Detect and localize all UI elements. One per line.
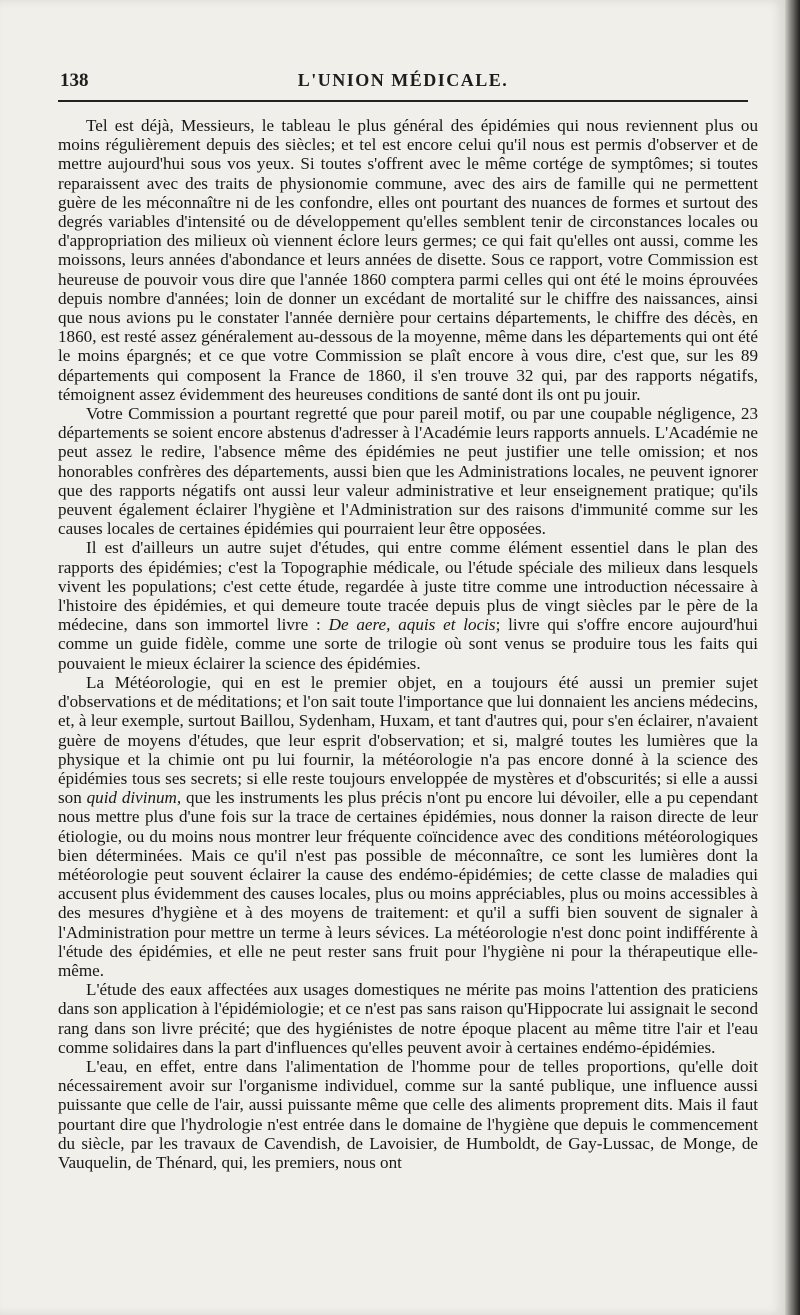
paragraph-missing-reports: Votre Commission a pourtant regretté que pour pareil motif, ou par une coupable négligence, 23 départements se soient encore abstenus d'adresser à l'Académie leurs rapports annuels. L'Académie ne peut assez le redire, l'absence même des épidémies ne peut justifier une telle omission; et nos honorables confrères des départements, aussi bien que les Administrations locales, ne peuvent ignorer que des rapports négatifs ont aussi leur valeur administrative et leur enseignement pratique; qu'ils peuvent également éclairer l'hygiène et l'Administration sur des raisons d'immunité comme sur les causes locales de certaines épidémies qui pourraient leur être opposées. (58, 404, 758, 539)
page-edge-shadow (785, 0, 800, 1315)
paragraph-epidemics-overview: Tel est déjà, Messieurs, le tableau le plus général des épidémies qui nous reviennent plus ou moins régulièrement depuis des siècles; et tel est encore celui qu'il nous est permis d'observer et de mettre aujourd'hui sous vos yeux. Si toutes s'offrent avec le même cortége de symptômes; si toutes reparaissent avec des traits de physionomie commune, avec des airs de famille qui ne permettent guère de les méconnaître ni de les confondre, elles ont pourtant des nuances de formes et surtout des degrés variables d'intensité ou de développement qu'elles semblent tenir de circonstances locales ou d'appropriation des milieux où viennent éclore leurs germes; ce qui fait qu'elles ont aussi, comme les moissons, leurs années d'abondance et leurs années de disette. Sous ce rapport, votre Commission est heureuse de pouvoir vous dire que l'année 1860 comptera parmi celles qui ont été le moins éprouvées depuis nombre d'années; loin de donner un excédant de mortalité sur le chiffre des naissances, ainsi que nous avions pu le constater l'année dernière pour certains départements, le chiffre des décès, en 1860, est resté assez généralement au-dessous de la moyenne, même dans les départements qui ont été le moins épargnés; et ce que votre Commission se plaît encore à vous dire, c'est que, sur les 89 départements qui composent la France de 1860, il s'en trouve 32 qui, par des rapports négatifs, témoignent assez évidemment des heureuses conditions de santé dont ils ont pu jouir. (58, 116, 758, 404)
paragraph-hydrology: L'eau, en effet, entre dans l'alimentation de l'homme pour de telles proportions, qu'elle doit nécessairement avoir sur l'organisme individuel, comme sur la santé publique, une influence aussi puissante que celle de l'air, aussi puissante même que celle des aliments proprement dits. Mais il faut pourtant dire que l'hydrologie n'est entrée dans le domaine de l'hygiène que depuis le commencement du siècle, par les travaux de Cavendish, de Lavoisier, de Humboldt, de Gay-Lussac, de Monge, de Vauquelin, de Thénard, qui, les premiers, nous ont (58, 1056, 758, 1172)
article-body (58, 116, 758, 1172)
paragraph-text-segment: Il est d'ailleurs un autre sujet d'études, qui entre comme élément essentiel dans le plan des rapports des épidémies; c'est la Topographie médicale, ou l'étude spéciale des milieux dans lesquels vivent les populations; c'est cette étude, regardée à juste titre comme une introduction nécessaire à l'histoire des épidémies, et qui demeure toute tracée depuis plus de vingt siècles par le père de la médecine, dans son immortel livre : (58, 538, 758, 635)
header-rule (58, 100, 748, 102)
latin-phrase: quid divinum (86, 788, 177, 808)
paragraph-text-segment: , que les instruments les plus précis n'ont pu encore lui dévoiler, elle a pu cependant nous mettre plus d'une fois sur la trace de certaines épidémies, nous donner la raison directe de leur étiologie, ou du moins nous montrer leur fréquente coïncidence avec des conditions météorologiques bien déterminées. Mais ce qu'il n'est pas possible de méconnaître, ce sont les lumières dont la météorologie peut souvent éclairer la cause des endémo-épidémies; de cette classe de maladies qui accusent plus évidemment des causes locales, plus ou moins appréciables, plus ou moins accessibles à des mesures d'hygiène et à des moyens de traitement: et qu'il a suffi bien souvent de signaler à l'Administration pour mettre un terme à leurs sévices. La météorologie n'est donc point indifférente à l'étude des épidémies, et elle ne peut rester sans fruit pour l'hygiène ni pour la thérapeutique elle-même. (58, 788, 758, 980)
paragraph-medical-topography (58, 538, 758, 672)
paragraph-text-segment: La Météorologie, qui en est le premier objet, en a toujours été aussi un premier sujet d'observations et de méditations; et l'on sait toute l'importance que lui donnaient les anciens médecins, et, à leur exemple, surtout Baillou, Sydenham, Huxam, et tant d'autres qui, pour s'en éclairer, n'avaient guère de moyens d'études, que leur esprit d'observation; et si, malgré toutes les lumières que la physique et la chimie ont pu lui fournir, la météorologie n'a pas encore donné à la science des épidémies tous ses secrets; si elle reste toujours enveloppée de mystères et d'obscurités; si elle a aussi son (58, 672, 758, 808)
paragraph-text-segment: ; livre qui s'offre encore aujourd'hui comme un guide fidèle, comme une sorte de trilogie où sont venus se produire tous les faits qui pouvaient le mieux éclairer la science des épidémies. (58, 615, 758, 673)
book-title: De aere, aquis et locis (328, 615, 496, 635)
paragraph-meteorology (58, 673, 758, 980)
running-title: L'UNION MÉDICALE. (297, 70, 509, 90)
page-header (58, 66, 748, 96)
page-number: 138 (60, 70, 89, 91)
paragraph-domestic-waters: L'étude des eaux affectées aux usages domestiques ne mérite pas moins l'attention des praticiens dans son application à l'épidémiologie; et ce n'est pas sans raison qu'Hippocrate lui assignait le second rang dans son livre précité; que des hygiénistes de notre époque placent au même titre l'air et l'eau comme solidaires dans la part d'influences qu'elles peuvent avoir à certaines endémo-épidémies. (58, 980, 758, 1057)
